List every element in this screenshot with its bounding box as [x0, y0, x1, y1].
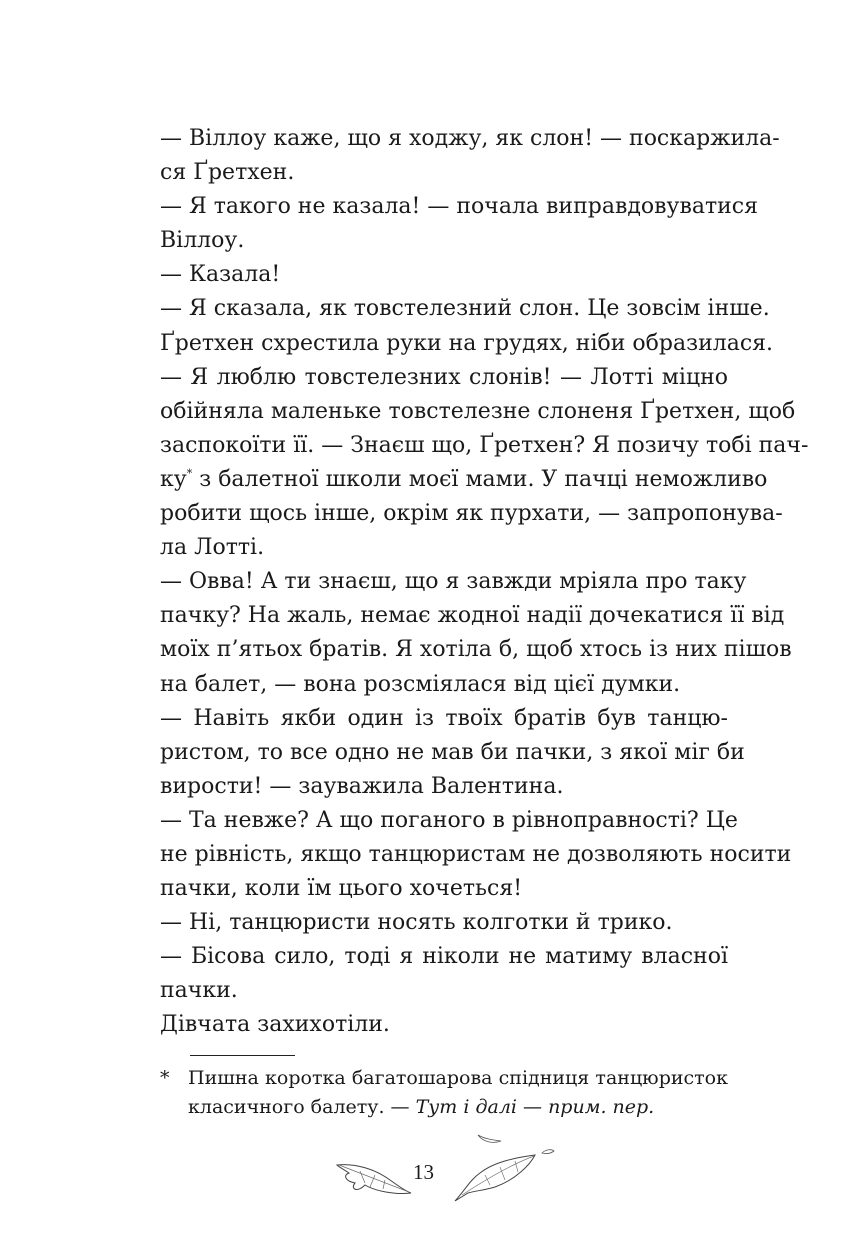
text-line: пачки, коли їм цього хочеться! — [160, 876, 523, 902]
footnote-rule — [190, 1055, 295, 1056]
text-line: на балет, — вона розсміялася від цієї думки. — [160, 671, 681, 697]
text-line: Віллоу. — [160, 228, 245, 254]
text-line: ку* з балетної школи моєї мами. У пачці неможливо — [160, 466, 768, 492]
paragraph — [160, 327, 774, 361]
text-line: — Ні, танцюристи носять колготки й трико. — [160, 910, 673, 936]
text-line: пачку? На жаль, немає жодної надії дочекатися її від — [160, 603, 785, 629]
petal-icon — [475, 1132, 505, 1148]
text-line: вирости! — зауважила Валентина. — [160, 773, 564, 799]
body-text — [160, 122, 809, 1043]
text-line: — Я сказала, як товстелезний слон. Це зовсім інше. — [160, 296, 770, 322]
text-line: ся Ґретхен. — [160, 160, 295, 186]
paragraph — [160, 940, 728, 1008]
text-line: — Казала! — [160, 262, 281, 288]
paragraph — [160, 565, 792, 701]
paragraph — [160, 1008, 728, 1042]
page-number: 13 — [413, 1160, 434, 1184]
paragraph — [160, 292, 770, 326]
text-line: — Я такого не казала! — почала виправдовуватися — [160, 194, 758, 220]
text-line: — Бісова сило, тоді я ніколи не матиму власної — [160, 944, 728, 970]
text-line: Ґретхен схрестила руки на грудях, ніби образилася. — [160, 330, 774, 356]
leaf-right-icon — [450, 1145, 565, 1205]
text-line: ла Лотті. — [160, 535, 265, 561]
text-line: пачки. — [160, 978, 238, 1004]
footnote — [160, 1064, 728, 1122]
text-line: обійняла маленьке товстелезне слоненя Ґретхен, щоб — [160, 398, 796, 424]
paragraph — [160, 361, 809, 566]
text-line: — Та невже? А що поганого в рівноправності? Це — [160, 807, 738, 833]
footnote-line: Пишна коротка багатошарова спідниця танцюристок — [188, 1067, 728, 1089]
paragraph — [160, 906, 728, 940]
footnote-reference: * — [186, 466, 193, 480]
text-line: робити щось інше, окрім як пурхати, — запропонува- — [160, 501, 783, 527]
text-line: моїх п’ятьох братів. Я хотіла б, щоб хтось із них пішов — [160, 637, 792, 663]
footnote-line: класичного балету. — — [188, 1096, 416, 1118]
footnote-marker: * — [160, 1067, 170, 1089]
paragraph — [160, 702, 745, 804]
text-line: заспокоїти її. — Знаєш що, Ґретхен? Я позичу тобі пач- — [160, 432, 809, 458]
leaf-left-icon — [335, 1155, 415, 1200]
footnote-translator-note: Тут і далі — прим. пер. — [415, 1096, 655, 1118]
paragraph — [160, 804, 792, 906]
text-line: — Віллоу каже, що я ходжу, як слон! — поскаржила- — [160, 126, 780, 151]
text-line: ристом, то все одно не мав би пачки, з якої міг би — [160, 739, 745, 765]
text-line: Дівчата захихотіли. — [160, 1012, 390, 1038]
paragraph — [160, 122, 780, 190]
text-line: — Навіть якби один із твоїх братів був танцю- — [160, 705, 728, 731]
text-line: не рівність, якщо танцюристам не дозволяють носити — [160, 841, 792, 867]
paragraph — [160, 190, 758, 258]
text-line: — Овва! А ти знаєш, що я завжди мріяла про таку — [160, 569, 747, 595]
paragraph — [160, 258, 728, 292]
text-line: — Я люблю товстелезних слонів! — Лотті міцно — [160, 364, 728, 390]
